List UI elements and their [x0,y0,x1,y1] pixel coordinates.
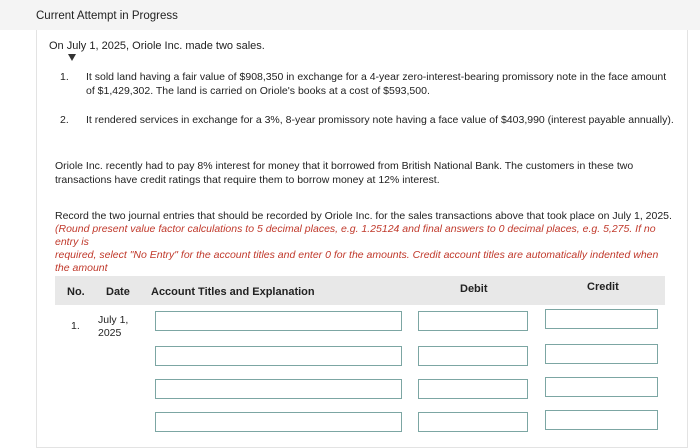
instruction-rounding: (Round present value factor calculations to 5 decimal places, e.g. 1.25124 and final answers to 0 decimal places, e.g. 5,275. If no entry is [55,223,656,248]
item-text [86,70,666,98]
mouse-cursor-icon [68,54,76,61]
debit-input[interactable] [418,412,528,432]
debit-input[interactable] [418,379,528,399]
problem-intro: On July 1, 2025, Oriole Inc. made two sales. [49,40,265,52]
col-header-debit: Debit [460,283,488,295]
header-bar [0,0,700,30]
col-header-no: No. [67,286,85,298]
account-title-input[interactable] [155,379,402,399]
item-text-line: of $1,429,302. The land is carried on Oriole's books at a cost of $593,500. [86,85,430,97]
col-header-date: Date [106,286,130,298]
entry-date [98,314,128,340]
account-title-input[interactable] [155,311,402,331]
instruction-no-entry: required, select "No Entry" for the account titles and enter 0 for the amounts. Credit account titles are automatically indented when the amount [55,249,659,274]
debit-input[interactable] [418,311,528,331]
credit-input[interactable] [545,344,658,364]
item-number: 2. [60,114,69,126]
item-text: It rendered services in exchange for a 3%, 8-year promissory note having a face value of $403,990 (interest payable annually). [86,114,674,126]
debit-input[interactable] [418,346,528,366]
instruction-text: Record the two journal entries that should be recorded by Oriole Inc. for the sales transactions above that took place on July 1, 2025. [55,210,672,222]
journal-table-header [55,276,665,305]
item-number: 1. [60,71,69,83]
interest-note [55,159,655,187]
col-header-account: Account Titles and Explanation [151,286,315,298]
col-header-credit: Credit [587,281,619,293]
entry-date-line: 2025 [98,327,122,339]
account-title-input[interactable] [155,412,402,432]
entry-date-line: July 1, [98,314,129,326]
credit-input[interactable] [545,309,658,329]
account-title-input[interactable] [155,346,402,366]
credit-input[interactable] [545,410,658,430]
page-title: Current Attempt in Progress [36,10,178,22]
note-line: transactions have credit ratings that require them to borrow money at 12% interest. [55,174,440,186]
entry-number: 1. [71,320,80,332]
item-text-line: It sold land having a fair value of $908,350 in exchange for a 4-year zero-interest-bearing promissory note in the face amount [86,71,667,83]
note-line: Oriole Inc. recently had to pay 8% interest for money that it borrowed from British National Bank. The customers in these two [55,160,634,172]
credit-input[interactable] [545,377,658,397]
